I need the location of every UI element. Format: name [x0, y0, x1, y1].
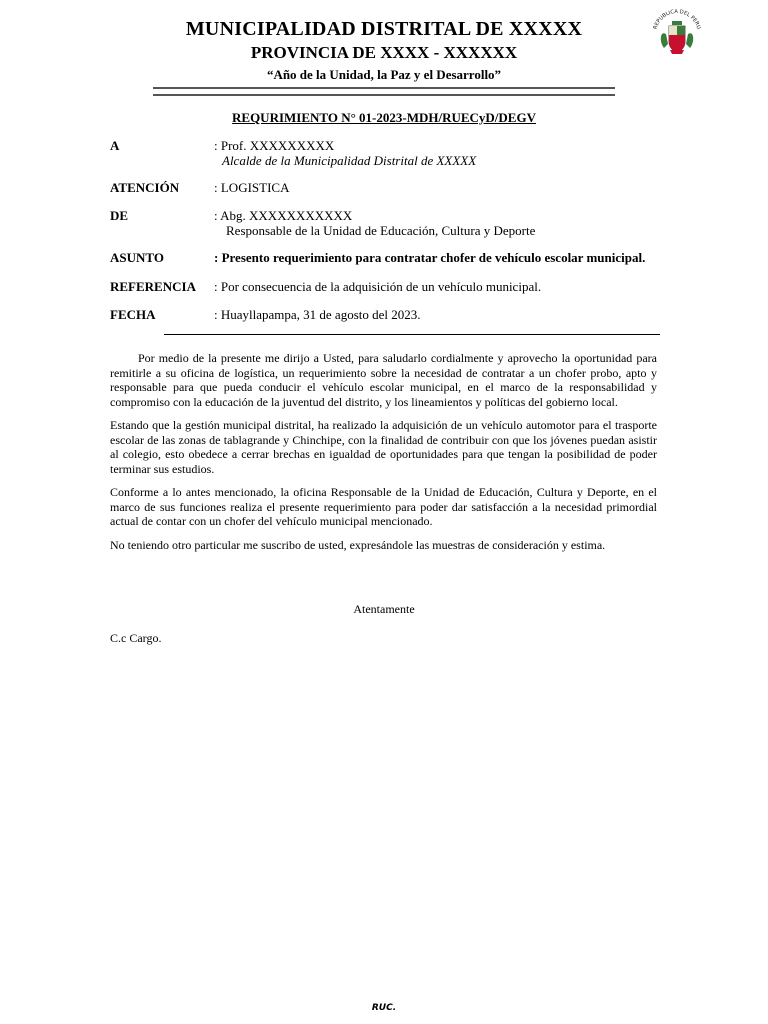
field-de-label: DE [110, 208, 129, 223]
body-paragraph-2: Estando que la gestión municipal distrital, ha realizado la adquisición de un vehículo automotor para el trasporte escolar de las zonas de tablagrande y Chinchipe, con la finalidad de contribuir con que los jóvenes puedan asistir al colegio, esto obedece a cerrar brechas en igualdad de oportunidades para que tengan la posibilidad de poder terminar sus estudios. [110, 418, 657, 476]
field-atencion-value: : LOGISTICA [214, 180, 290, 195]
field-referencia-value: : Por consecuencia de la adquisición de un vehículo municipal. [214, 279, 542, 294]
requirement-title: REQURIMIENTO N° 01-2023-MDH/RUECyD/DEGV [232, 110, 536, 125]
letter-body [110, 351, 657, 561]
closing-salutation: Atentamente [353, 602, 415, 616]
body-paragraph-1: Por medio de la presente me dirijo a Usted, para saludarlo cordialmente y aprovecho la oportunidad para remitirle a su oficina de logística, un requerimiento sobre la necesidad de contratar a un chofer probo, apto y responsable para que pueda conducir el vehículo escolar municipal, en el marco de la responsabilidad y compromiso con la educación de la juventud del distrito, y los lineamientos y políticas del gobierno local. [110, 351, 657, 409]
municipality-name: MUNICIPALIDAD DISTRITAL DE XXXXX [185, 18, 583, 40]
field-fecha-value: : Huayllapampa, 31 de agosto del 2023. [214, 307, 421, 322]
header-double-rule [153, 87, 615, 96]
field-fecha-label: FECHA [110, 307, 156, 322]
body-paragraph-3: Conforme a lo antes mencionado, la oficina Responsable de la Unidad de Educación, Cultura y Deporte, en el marco de sus funciones realiza el presente requerimiento para poder dar satisfacción a la necesidad primordial actual de contar con un chofer del vehículo municipal mencionado. [110, 485, 657, 528]
header-separator-line [164, 334, 660, 335]
carbon-copy-note: C.c Cargo. [110, 631, 162, 645]
field-a-label: A [110, 138, 120, 153]
field-a-value [214, 138, 476, 168]
field-de-name: : Abg. XXXXXXXXXXX [214, 208, 353, 223]
coat-of-arms-icon [648, 4, 706, 62]
body-paragraph-4: No teniendo otro particular me suscribo de usted, expresándole las muestras de consideración y estima. [110, 537, 606, 552]
field-de-value [214, 208, 535, 238]
province-name: PROVINCIA DE XXXX - XXXXXX [250, 43, 518, 62]
field-asunto-value: : Presento requerimiento para contratar chofer de vehículo escolar municipal. [214, 250, 646, 265]
field-referencia-label: REFERENCIA [110, 279, 196, 294]
field-a-position: Alcalde de la Municipalidad Distrital de XXXXX [222, 153, 477, 168]
field-a-name: : Prof. XXXXXXXXX [214, 138, 335, 153]
year-motto: “Año de la Unidad, la Paz y el Desarrollo” [266, 67, 502, 82]
field-atencion-label: ATENCIÓN [110, 180, 180, 195]
field-asunto-label: ASUNTO [110, 250, 164, 265]
footer-ruc: RUC. [371, 1003, 397, 1013]
svg-text:REPUBLICA DEL PERU: REPUBLICA DEL PERU [652, 8, 702, 31]
field-de-position: Responsable de la Unidad de Educación, Cultura y Deporte [226, 223, 536, 238]
